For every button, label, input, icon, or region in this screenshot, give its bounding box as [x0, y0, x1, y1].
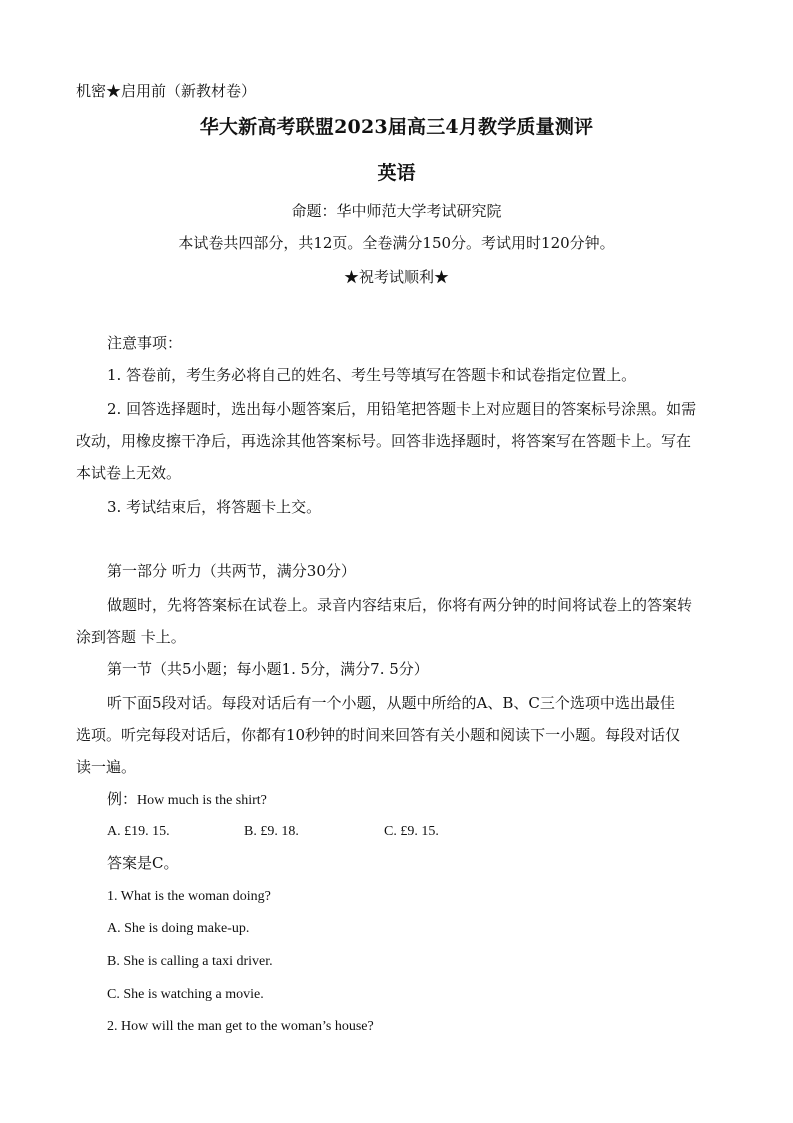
question-1-option-a: A. She is doing make-up. — [107, 921, 250, 936]
notice-heading: 注意事项： — [107, 334, 183, 352]
example-option-c: C. £9. 15. — [384, 824, 439, 839]
exam-info-line: 本试卷共四部分，共12页。全卷满分150分。考试用时120分钟。 — [178, 234, 615, 252]
example-question: How much is the shirt? — [137, 793, 267, 808]
question-1-option-c: C. She is watching a movie. — [107, 987, 264, 1002]
example-label: 例： — [107, 790, 138, 808]
notice-item-2-line-1: 2. 回答选择题时，选出每小题答案后，用铅笔把答题卡上对应题目的答案标号涂黑。如需 — [107, 400, 697, 418]
notice-item-2-line-3: 本试卷上无效。 — [76, 464, 182, 482]
exam-title: 华大新高考联盟2023届高三4月教学质量测评 — [199, 116, 594, 138]
confidential-note: 机密★启用前（新教材卷） — [76, 82, 257, 100]
question-1-option-b: B. She is calling a taxi driver. — [107, 954, 273, 969]
notice-item-2-line-2: 改动，用橡皮擦干净后，再选涂其他答案标号。回答非选择题时，将答案写在答题卡上。写在 — [76, 432, 692, 450]
section1-heading: 第一节（共5小题；每小题1. 5分，满分7. 5分） — [107, 660, 429, 678]
question-2-stem: 2. How will the man get to the woman’s house? — [107, 1019, 374, 1034]
example-option-a: A. £19. 15. — [107, 824, 170, 839]
good-luck-line: ★祝考试顺利★ — [343, 268, 449, 286]
part1-intro-line-2: 涂到答题 卡上。 — [76, 628, 186, 646]
section1-instruction-line-2: 选项。听完每段对话后，你都有10秒钟的时间来回答有关小题和阅读下一小题。每段对话仅 — [76, 726, 681, 744]
notice-item-3: 3. 考试结束后，将答题卡上交。 — [107, 498, 322, 516]
section1-instruction-line-1: 听下面5段对话。每段对话后有一个小题，从题中所给的A、B、C三个选项中选出最佳 — [107, 694, 675, 712]
part1-heading: 第一部分 听力（共两节，满分30分） — [107, 562, 356, 580]
question-1-stem: 1. What is the woman doing? — [107, 889, 271, 904]
author-line: 命题：华中师范大学考试研究院 — [291, 202, 502, 220]
notice-item-1: 1. 答卷前，考生务必将自己的姓名、考生号等填写在答题卡和试卷指定位置上。 — [107, 366, 637, 384]
section1-instruction-line-3: 读一遍。 — [76, 758, 137, 776]
part1-intro-line-1: 做题时，先将答案标在试卷上。录音内容结束后，你将有两分钟的时间将试卷上的答案转 — [107, 596, 693, 614]
example-row — [107, 792, 267, 808]
example-option-b: B. £9. 18. — [244, 824, 299, 839]
subject-title: 英语 — [377, 162, 416, 184]
example-answer: 答案是C。 — [107, 854, 179, 872]
